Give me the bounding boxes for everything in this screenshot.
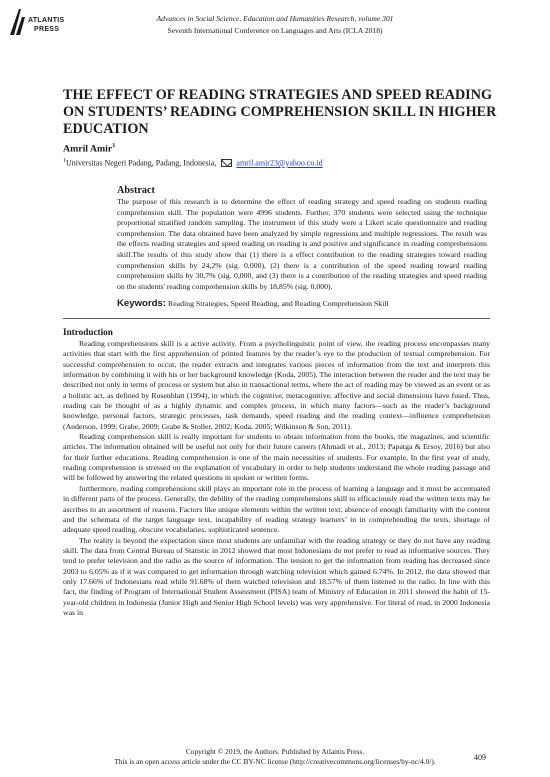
page-number: 409	[474, 753, 486, 762]
author-name: Amril Amir	[63, 143, 113, 155]
abstract-heading: Abstract	[117, 185, 155, 196]
keywords-label: Keywords:	[117, 298, 167, 309]
abstract-text: The purpose of this research is to determine the effect of reading strategy and speed reading on students reading comprehension skill. The population were 4996 students. Further, 370 students were selected using the technique proportional stratified random sampling. The instrument of this study were a Likert scale questionnaire and reading comprehension. The data obtained have been analyzed by simple regressions and multiple regressions. The result was the effects reading strategies and speed reading on reading is and positive and significance in reading comprehensions skill.The results of this study show that (1) there is a effect contribution to the reading strategies toward reading comprehension skills by 24,2% (sig. 0,000), (2) there is a contribution of the speed reading toward reading comprehension skills by 30,7% (sig. 0,000, and (3) there is a contribution of the reading strategies and speed reading on the students' reading comprehension skills by 18,85% (sig. 0,000).	[117, 197, 487, 291]
author-email-link[interactable]: amril.amir23@yahoo.co.id	[236, 158, 323, 168]
introduction-heading: Introduction	[63, 327, 113, 337]
author-superscript: 1	[112, 143, 116, 149]
license-line: This is an open access article under the CC BY-NC license (http://creativecommons.org/licenses/by-nc/4.0/).	[114, 757, 436, 766]
journal-header: Advances in Social Science, Education and Humanities Research, volume 301	[156, 14, 394, 23]
conference-header: Seventh International Conference on Languages and Arts (ICLA 2018)	[167, 26, 383, 35]
logo-line-1: ATLANTIS	[28, 17, 65, 24]
affiliation	[63, 158, 323, 168]
intro-paragraph-2: Reading comprehension skill is really important for students to obtain information from the books, the magazines, and scientific articles. The information obtained will be useful not only for their future careers (Ahmadi et al., 2013; Papatga & Ersoy, 2016) but also for their further educations. Reading comprehension is one of the main necessities of students. For example, In the first year of study, reading comprehension is stressed on the explanation of vocabulary in order to help students understand the whole reading passage and will be followed by answering the related questions in spoken or written forms.	[63, 432, 490, 483]
affiliation-superscript: 1	[63, 158, 66, 164]
affiliation-text: Universitas Negeri Padang, Padang, Indonesia,	[66, 158, 217, 168]
paper-title: THE EFFECT OF READING STRATEGIES AND SPEED READING ON STUDENTS’ READING COMPREHENSION SKILL IN HIGHER EDUCATION	[63, 87, 497, 137]
envelope-icon	[221, 159, 232, 167]
intro-paragraph-1: Reading comprehensions skill is a active activity. From a psycholinguistic point of view, the reading process encompasses many activities that start with the first apprehension of printed features by the reader’s eye to the production of textual comprehension. For successful comprehension to occur, the reader extracts and integrates various pieces of information from the text and interprets this information by combining it with his or her background knowledge (Koda, 2005). The interaction between the reader and the text may be described not only in terms of process or system but also in transactional terms, where the act of reading may be viewed as an event or as a holistic act, as defined by Rosenblatt (1994), in which the cognitive, metacognitive, affective and social dimensions have fused. Thus, reading can be thought of as a highly dynamic and complex process, in which many factors—such as the reader’s background knowledge, personal factors, strategic processes, task demands, speed reading and the reading context—influence comprehension (Anderson, 1999; Grabe, 2009; Grabe & Stoller, 2002; Koda, 2005; Wilkinson & Son, 2011).	[63, 339, 490, 431]
atlantis-press-logo	[8, 7, 68, 41]
section-divider	[63, 318, 490, 319]
logo-line-2: PRESS	[34, 26, 60, 33]
introduction-body	[63, 339, 490, 618]
intro-paragraph-4: The reality is beyond the expectation since most students are unfamiliar with the reading strategy or they do not have any reading skill. The data from Central Bureau of Statistic in 2012 showed that most Indonesians do not prefer to read as informative sources. They tend to prefer television and the radio as the source of information. The tension to get the information from reading has decreased since 2003 to 6.05% as if it was compared to get information through watching television which gained 6.74%. In 2012, the data showed that only 17.66% of Indonesians read while 91.68% of them watched television and 18.57% of them listened to the radio. In line with this fact, the finding of Program of International Student Assessment (PISA) team of Ministry of Education in 2011 showed the habit of 15-year-old children in Indonesia (Junior High and Senior High School levels) was very apprehensive. For literal of read, in 2000 Indonesia was in	[63, 535, 490, 617]
copyright-line: Copyright © 2019, the Authors. Published by Atlantis Press.	[185, 747, 365, 756]
author	[63, 143, 115, 154]
keywords-text: Reading Strategies, Speed Reading, and Reading Comprehension Skill	[168, 299, 389, 308]
keywords	[117, 298, 497, 309]
intro-paragraph-3: furthermore, reading comprehensions skill plays an important role in the process of learning a language and it must be accentuated in different parts of the process. Generally, the debility of the reading comprehensions skill to efficaciously read the written texts may be ascribes to an assortment of reasons. Factors like unique elements within the written text, absence of enough familiarity with the content and the schemata of the target language text, incapability of reading strategy learners’ in in comprehending the texts, shortage of adequate speed reading, obscure vocabularies, sophisticated sentence.	[63, 483, 490, 535]
